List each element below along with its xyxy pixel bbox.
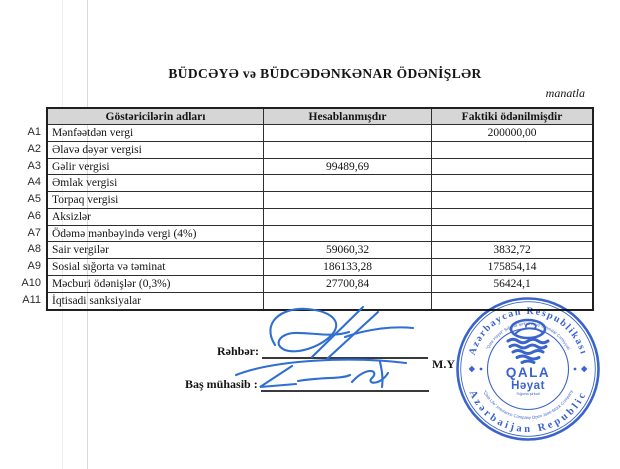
cell-name: Ödəmə mənbəyində vergi (4%)	[48, 226, 264, 243]
table-row	[48, 142, 592, 159]
row-code: A4	[27, 176, 41, 189]
cell-name: İqtisadi sanksiyalar	[48, 293, 264, 310]
row-code: A6	[27, 209, 41, 222]
cell-calculated	[264, 175, 432, 192]
budget-table	[46, 107, 594, 311]
row-code: A2	[27, 142, 41, 155]
cell-calculated: 59060,32	[264, 242, 432, 259]
accountant-label: Baş mühasib :	[185, 377, 258, 391]
row-code: A5	[27, 193, 41, 205]
cell-calculated	[264, 226, 432, 243]
cell-paid: 175854,14	[432, 259, 592, 276]
cell-paid: 56424,1	[432, 276, 592, 293]
cell-calculated	[264, 209, 432, 226]
cell-calculated	[264, 192, 432, 209]
cell-name: Sosial sığorta və təminat	[48, 259, 264, 276]
company-stamp-seal	[446, 287, 610, 451]
stamp-brand-tagline: Sığorta şirkəti	[516, 392, 540, 396]
cell-paid	[432, 192, 592, 209]
cell-calculated: 186133,28	[264, 259, 432, 276]
cell-paid	[432, 226, 592, 243]
stamp-brand-name: QALA	[505, 365, 551, 380]
row-labels	[0, 124, 43, 308]
table-row	[48, 226, 592, 243]
row-code: A1	[27, 126, 41, 138]
header-indicator-names: Göstəricilərin adları	[48, 109, 264, 125]
accountant-signature-ink	[230, 352, 415, 396]
stamp-company-az: "Qala Həyat" Sığorta Şirkəti Açıq Səhmdar Cəmiyyəti	[484, 320, 572, 351]
row-code: A10	[21, 276, 41, 289]
row-code: A9	[27, 260, 41, 272]
page-title: BÜDCƏYƏ və BÜDCƏDƏNKƏNAR ÖDƏNİŞLƏR	[168, 66, 482, 81]
row-code: A7	[27, 226, 41, 239]
table-row	[48, 242, 592, 259]
cell-calculated	[264, 142, 432, 159]
cell-name: Əmlak vergisi	[48, 175, 264, 192]
stamp-country-en: Azərbaijan Republic	[466, 388, 590, 436]
header-actually-paid: Faktiki ödənilmişdir	[432, 109, 592, 125]
table-row	[48, 192, 592, 209]
table-row	[48, 159, 592, 176]
table-row	[48, 125, 592, 142]
cell-name: Torpaq vergisi	[48, 192, 264, 209]
currency-unit-note: manatla	[545, 86, 585, 100]
cell-calculated	[264, 125, 432, 142]
cell-paid	[432, 209, 592, 226]
cell-name: Sair vergilər	[48, 242, 264, 259]
cell-paid: 3832,72	[432, 242, 592, 259]
cell-paid	[432, 175, 592, 192]
table-row	[48, 259, 592, 276]
table-row	[48, 175, 592, 192]
cell-paid	[432, 142, 592, 159]
cell-paid	[432, 159, 592, 176]
row-code: A8	[27, 243, 41, 256]
cell-name: Məcburi ödənişlər (0,3%)	[48, 276, 264, 293]
stamp-country-az: Azərbaycan Respublikası	[466, 305, 590, 357]
cell-name: Aksizlər	[48, 209, 264, 226]
stamp-company-en: "Qala Life" Insurance Company Open Joint-Stock Company	[482, 389, 574, 420]
director-initials: M.Y	[432, 357, 455, 371]
header-calculated: Hesablanmışdır	[264, 109, 432, 125]
director-label: Rəhbər:	[217, 344, 259, 358]
row-code: A3	[27, 159, 41, 172]
cell-name: Gəlir vergisi	[48, 159, 264, 176]
table-header-row	[48, 109, 592, 125]
stamp-brand-sub: Həyat	[511, 380, 545, 392]
cell-name: Əlavə dəyər vergisi	[48, 142, 264, 159]
cell-name: Mənfəətdən vergi	[48, 125, 264, 142]
cell-calculated: 27700,84	[264, 276, 432, 293]
table-body	[48, 125, 592, 309]
table-row	[48, 209, 592, 226]
cell-paid: 200000,00	[432, 125, 592, 142]
row-code: A11	[22, 293, 41, 306]
cell-calculated: 99489,69	[264, 159, 432, 176]
